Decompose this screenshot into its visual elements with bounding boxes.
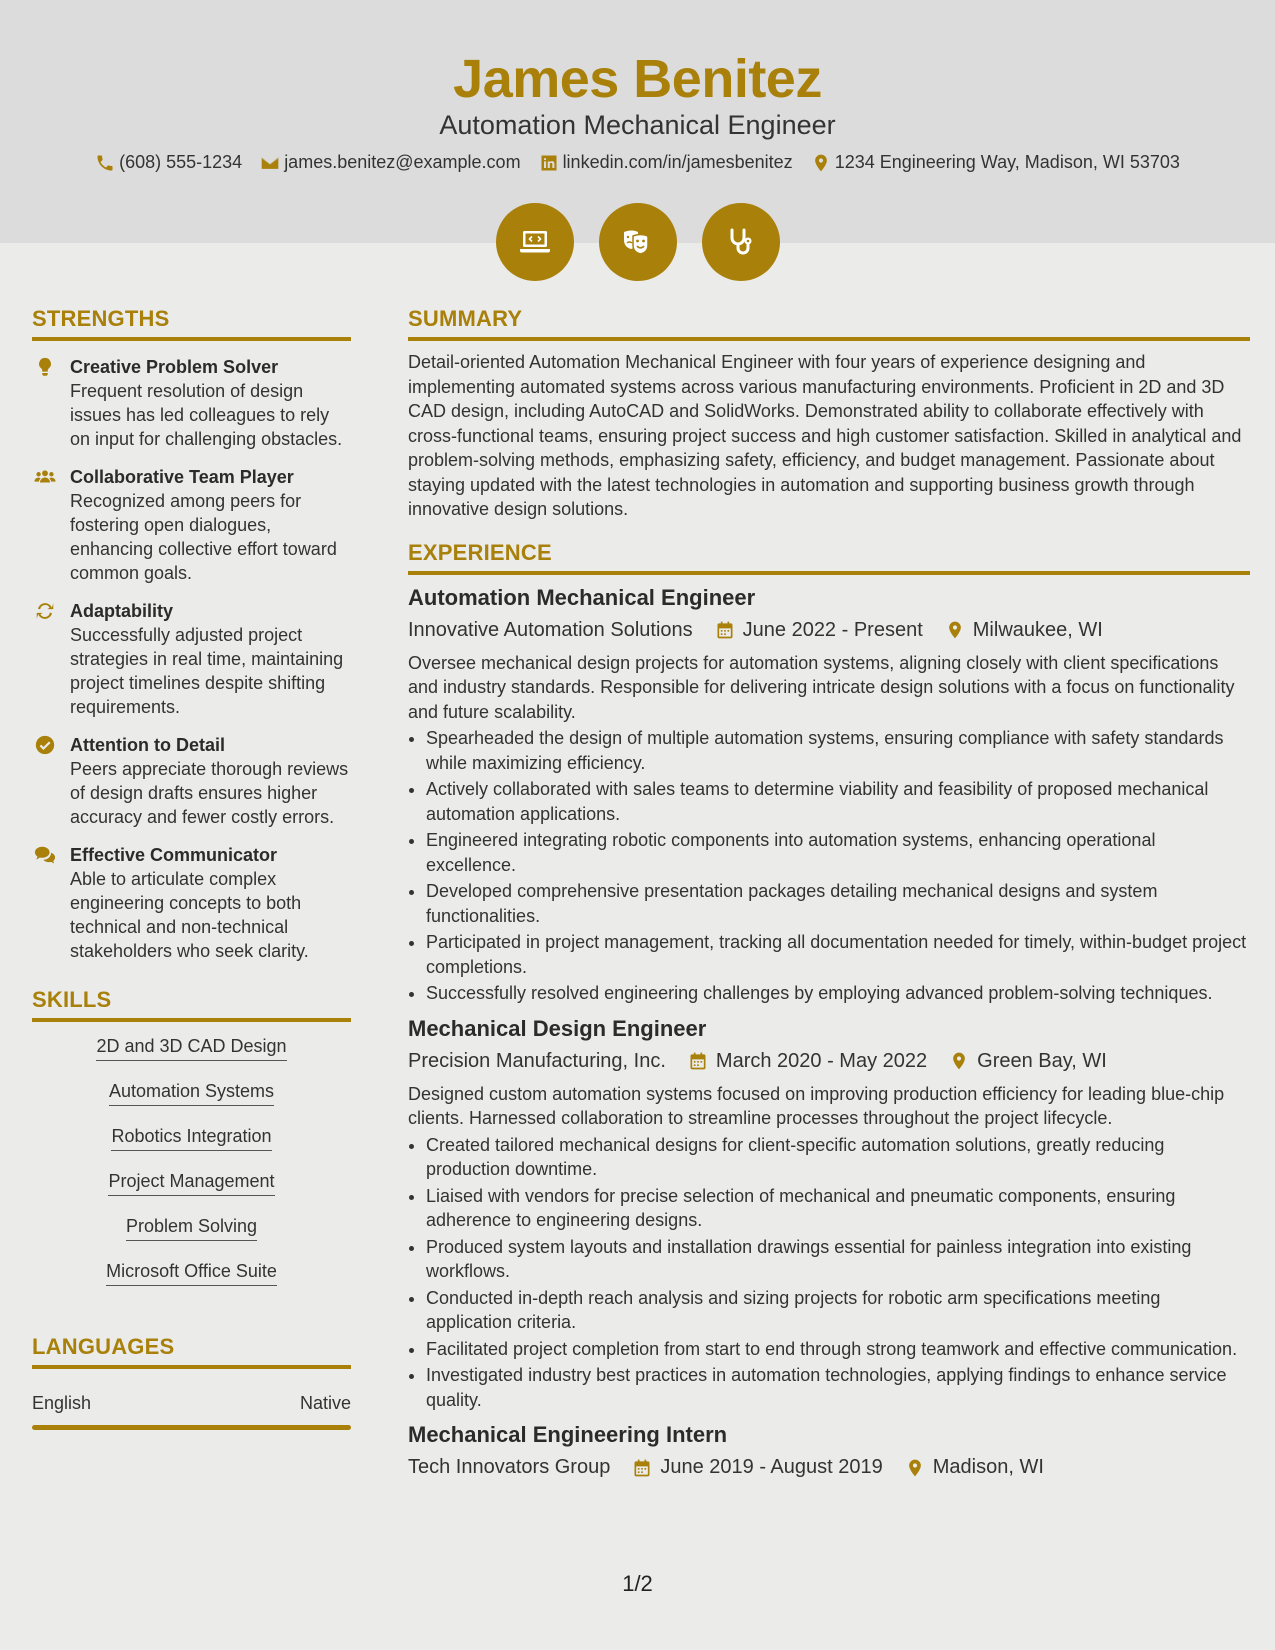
job-bullet: • Investigated industry best practices in automation technologies, applying findings to enhance service quality. (426, 1363, 1250, 1412)
stethoscope-icon (721, 222, 761, 262)
job-bullet: • Successfully resolved engineering challenges by employing advanced problem-solving techniques. (426, 981, 1250, 1006)
comments-icon (34, 844, 56, 866)
strengths-heading: STRENGTHS (32, 306, 351, 341)
languages-section (32, 1334, 351, 1430)
summary-heading: SUMMARY (408, 306, 1250, 341)
map-marker-icon (905, 1458, 925, 1478)
address-text: 1234 Engineering Way, Madison, WI 53703 (834, 152, 1180, 172)
strengths-section (32, 306, 351, 963)
job-bullet: • Actively collaborated with sales teams to determine viability and feasibility of proposed mechanical automation applications. (426, 777, 1250, 826)
email-text: james.benitez@example.com (284, 152, 521, 172)
job-location: Milwaukee, WI (972, 618, 1103, 641)
job-entry (408, 1016, 1250, 1413)
calendar-icon (688, 1051, 708, 1071)
linkedin-icon (539, 153, 559, 173)
language-row (32, 1393, 351, 1414)
job-company: Precision Manufacturing, Inc. (408, 1049, 666, 1072)
theater-masks-icon (618, 222, 658, 262)
job-bullet: • Spearheaded the design of multiple automation systems, ensuring compliance with safety standards while maximizing efficiency. (426, 726, 1250, 775)
map-marker-icon (949, 1051, 969, 1071)
laptop-code-circle (496, 203, 574, 281)
strength-desc: Frequent resolution of design issues has led colleagues to rely on input for challenging obstacles. (70, 381, 343, 449)
strength-item (32, 733, 351, 829)
skills-heading: SKILLS (32, 987, 351, 1022)
strength-title: Creative Problem Solver (70, 357, 279, 377)
job-bullet: • Developed comprehensive presentation packages detailing mechanical designs and system functionalities. (426, 879, 1250, 928)
job-dates: March 2020 - May 2022 (715, 1049, 928, 1072)
job-description: Designed custom automation systems focused on improving production efficiency for leading blue-chip clients. Harnessed collaboration to streamline processes throughout the project lifecycle. (408, 1083, 1225, 1128)
skill-tag: Project Management (108, 1171, 274, 1196)
job-bullet: • Liaised with vendors for precise selection of mechanical and pneumatic components, ensuring adherence to engineering designs. (426, 1184, 1250, 1233)
phone-text: (608) 555-1234 (119, 152, 243, 172)
job-meta (408, 1050, 1250, 1073)
job-bullet: • Produced system layouts and installation drawings essential for painless integration into existing workflows. (426, 1235, 1250, 1284)
job-meta (408, 1456, 1250, 1479)
experience-heading: EXPERIENCE (408, 540, 1250, 575)
strength-title: Attention to Detail (70, 735, 225, 755)
laptop-code-icon (515, 222, 555, 262)
skill-tag: 2D and 3D CAD Design (96, 1036, 286, 1061)
job-bullet: • Conducted in-depth reach analysis and sizing projects for robotic arm specifications meeting application criteria. (426, 1286, 1250, 1335)
lightbulb-icon (34, 356, 56, 378)
email-contact[interactable] (260, 152, 520, 173)
skills-section (32, 987, 351, 1306)
language-name: English (32, 1393, 92, 1413)
strength-title: Adaptability (70, 601, 174, 621)
linkedin-text: linkedin.com/in/jamesbenitez (562, 152, 793, 172)
summary-section (408, 306, 1250, 522)
strength-item (32, 355, 351, 451)
job-bullet: • Facilitated project completion from start to end through strong teamwork and effective communication. (426, 1337, 1250, 1362)
language-proficiency-bar (32, 1425, 351, 1430)
left-column (32, 306, 351, 1430)
languages-heading: LANGUAGES (32, 1334, 351, 1369)
job-title: Automation Mechanical Engineer (408, 584, 756, 610)
job-bullets (426, 1133, 1250, 1413)
job-dates: June 2019 - August 2019 (660, 1456, 883, 1478)
page-number: 1/2 (622, 1571, 653, 1596)
summary-text: Detail-oriented Automation Mechanical Engineer with four years of experience designing and implementing automated systems across various manufacturing environments. Proficient in 2D and 3D CAD design, including AutoCAD and SolidWorks. Demonstrated ability to collaborate effectively with cross-functional teams, ensuring project success and high customer satisfaction. Skilled in analytical and problem-solving methods, emphasizing safety, efficiency, and budget management. Passionate about staying updated with the latest technologies in automation and supporting business growth through innovative design solutions. (408, 352, 1242, 519)
strength-desc: Recognized among peers for fostering open dialogues, enhancing collective effort toward common goals. (70, 491, 337, 583)
language-level: Native (299, 1393, 351, 1413)
phone-contact (95, 152, 242, 173)
job-entry (408, 585, 1250, 1006)
strength-desc: Able to articulate complex engineering concepts to both technical and non-technical stakeholders who seek clarity. (70, 869, 309, 961)
skill-tag: Problem Solving (126, 1216, 257, 1241)
job-title: Mechanical Design Engineer (408, 1015, 707, 1041)
calendar-icon (632, 1458, 652, 1478)
strength-title: Effective Communicator (70, 845, 278, 865)
phone-icon (95, 153, 115, 173)
job-company: Tech Innovators Group (408, 1456, 611, 1478)
calendar-icon (715, 620, 735, 640)
candidate-title: Automation Mechanical Engineer (439, 110, 836, 140)
address-contact (811, 152, 1180, 173)
theater-masks-circle (599, 203, 677, 281)
users-icon (34, 466, 56, 488)
stethoscope-circle (702, 203, 780, 281)
check-circle-icon (34, 734, 56, 756)
job-title: Mechanical Engineering Intern (408, 1422, 728, 1447)
candidate-name: James Benitez (453, 49, 822, 109)
job-description: Oversee mechanical design projects for automation systems, aligning closely with client specifications and industry standards. Responsible for delivering intricate design solutions with a focus on functionality and future scalability. (408, 652, 1235, 722)
envelope-icon (260, 153, 280, 173)
experience-section (408, 540, 1250, 1480)
job-dates: June 2022 - Present (742, 618, 923, 641)
job-location: Green Bay, WI (977, 1049, 1107, 1072)
job-bullet: • Participated in project management, tracking all documentation needed for timely, within-budget project completions. (426, 930, 1250, 979)
job-entry (408, 1422, 1250, 1479)
linkedin-contact[interactable] (539, 152, 793, 173)
map-marker-icon (945, 620, 965, 640)
job-company: Innovative Automation Solutions (408, 618, 693, 641)
strength-desc: Successfully adjusted project strategies in real time, maintaining project timelines despite shifting requirements. (70, 625, 344, 717)
job-meta (408, 619, 1250, 642)
job-bullet: • Engineered integrating robotic components into automation systems, enhancing operational excellence. (426, 828, 1250, 877)
strength-title: Collaborative Team Player (70, 467, 294, 487)
skill-tag: Microsoft Office Suite (106, 1261, 277, 1286)
job-bullet: • Created tailored mechanical designs for client-specific automation solutions, greatly reducing production downtime. (426, 1133, 1250, 1182)
strength-item (32, 843, 351, 963)
interest-icons (0, 203, 1275, 281)
strength-desc: Peers appreciate thorough reviews of design drafts ensures higher accuracy and fewer costly errors. (70, 759, 349, 827)
skill-tag: Automation Systems (109, 1081, 274, 1106)
strength-item (32, 599, 351, 719)
contact-info (0, 152, 1275, 173)
right-column (408, 306, 1250, 1479)
skill-tag: Robotics Integration (111, 1126, 271, 1151)
sync-icon (34, 600, 56, 622)
job-bullets (426, 726, 1250, 1006)
job-location: Madison, WI (932, 1456, 1044, 1478)
strength-item (32, 465, 351, 585)
map-marker-icon (811, 153, 831, 173)
